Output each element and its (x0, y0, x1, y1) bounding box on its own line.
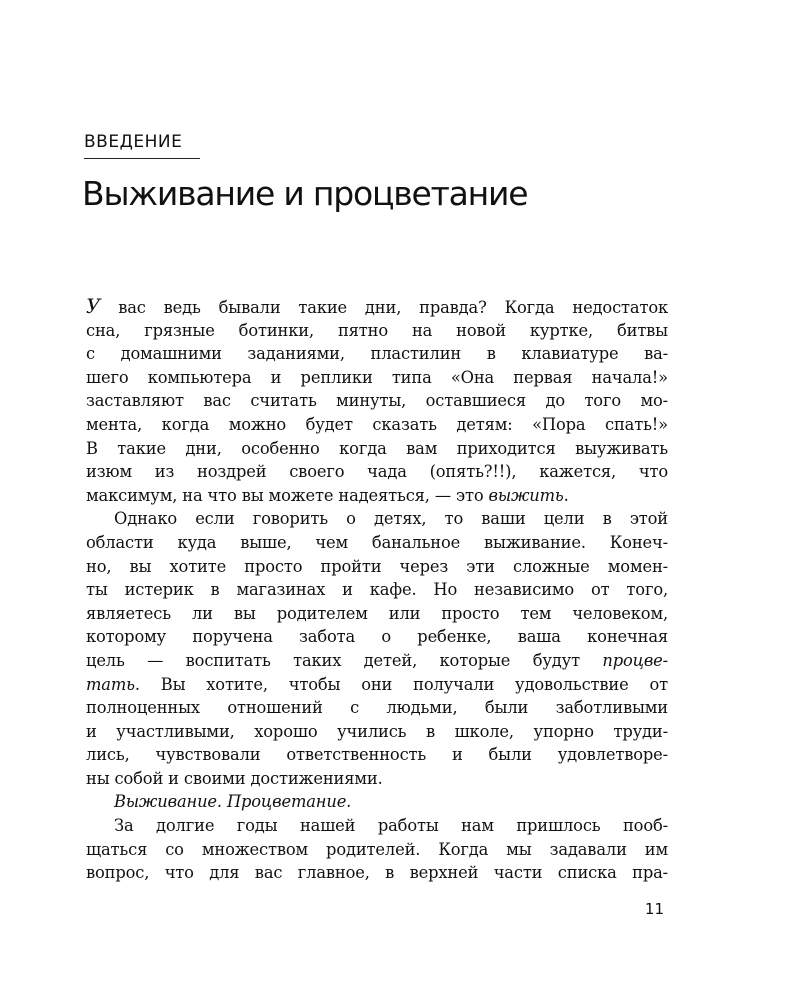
text-line: заставляют вас считать минуты, оставшиеся до того мо- (86, 391, 668, 411)
chapter-label: ВВЕДЕНИЕ (84, 128, 200, 159)
line-text: . Вы хотите, чтобы они получали удовольствие от (134, 674, 668, 694)
text-line: лись, чувствовали ответственность и были удовлетворе- (86, 745, 668, 765)
text-line (86, 790, 668, 814)
text-line: но, вы хотите просто пройти через эти сложные момен- (86, 556, 668, 576)
text-line: мента, когда можно будет сказать детям: «Пора спать!» (86, 414, 668, 434)
paragraph-3 (86, 790, 668, 814)
text-line: с домашними заданиями, пластилин в клавиатуре ва- (86, 344, 668, 364)
text-line: ты истерик в магазинах и кафе. Но независимо от того, (86, 580, 668, 600)
paragraph-2 (86, 507, 668, 790)
text-line: шего компьютера и реплики типа «Она первая начала!» (86, 367, 668, 387)
text-line (86, 295, 668, 319)
text-line: щаться со множеством родителей. Когда мы задавали им (86, 839, 668, 859)
text-line: области куда выше, чем банальное выживание. Конеч- (86, 532, 668, 552)
line-text: вас ведь бывали такие дни, правда? Когда недостаток (100, 298, 668, 317)
text-line: За долгие годы нашей работы нам пришлось пооб- (114, 816, 668, 836)
text-line: Однако если говорить о детях, то ваши цели в этой (114, 509, 668, 529)
emphasis-text: процве- (602, 650, 668, 670)
line-text: максимум, на что вы можете надеяться, — это (86, 485, 489, 505)
line-text: . (563, 485, 569, 505)
text-line (86, 649, 668, 673)
drop-cap: У (86, 294, 101, 318)
text-line: вопрос, что для вас главное, в верхней части списка пра- (86, 863, 668, 883)
line-text: цель — воспитать таких детей, которые будут (86, 650, 603, 670)
page-number: 11 (644, 900, 664, 918)
paragraph-4 (86, 814, 668, 885)
text-line: которому поручена забота о ребенке, ваша конечная (86, 627, 668, 647)
text-line (86, 484, 668, 508)
text-line: В такие дни, особенно когда вам приходится выуживать (86, 438, 668, 458)
text-line: и участливыми, хорошо учились в школе, упорно труди- (86, 721, 668, 741)
text-line: ны собой и своими достижениями. (86, 768, 383, 788)
text-line: полноценных отношений с людьми, были заботливыми (86, 698, 668, 718)
text-line: сна, грязные ботинки, пятно на новой куртке, битвы (86, 320, 668, 340)
emphasis-text: Выживание. Процветание. (114, 792, 352, 812)
text-line: изюм из ноздрей своего чада (опять?!!), кажется, что (86, 462, 668, 482)
text-line: являетесь ли вы родителем или просто тем человеком, (86, 603, 668, 623)
emphasis-text: выжить (488, 485, 564, 505)
emphasis-text: тать (86, 674, 135, 694)
chapter-title: Выживание и процветание (82, 174, 528, 213)
text-line (86, 673, 668, 697)
body-text (86, 295, 668, 885)
paragraph-1 (86, 295, 668, 507)
